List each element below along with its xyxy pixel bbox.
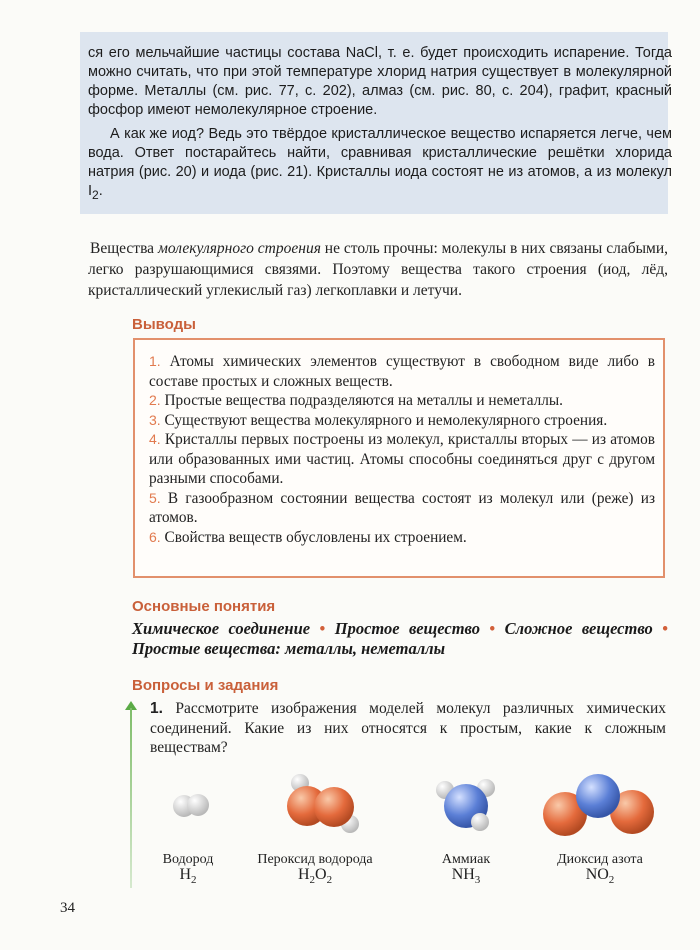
task-number: 1. <box>150 700 163 717</box>
formula-subscript: 2 <box>608 874 615 887</box>
page-number: 34 <box>60 900 75 916</box>
hydrogen-peroxide-model <box>270 770 370 840</box>
item-text: В газообразном состоянии вещества состоят из молекул или (реже) из атомов. <box>149 489 655 526</box>
item-text: Простые вещества подразделяются на металлы и неметаллы. <box>160 392 564 409</box>
formula-part: NO <box>585 866 609 883</box>
item-number: 3. <box>149 411 161 428</box>
formula-subscript: 2 <box>191 874 197 887</box>
iodine-subscript: 2 <box>92 187 99 202</box>
sidebar-text-2-end: . <box>98 183 103 199</box>
conclusion-item <box>149 411 655 431</box>
main-paragraph <box>88 238 668 301</box>
formula-part: H <box>297 866 310 883</box>
formula-subscript: 2 <box>309 874 315 887</box>
sidebar-text-1: ся его мельчайшие частицы состава NaCl, т. е. будет происходить испарение. Тогда можно считать, что при этой температуре хлорид натрия существует в молекулярной форме. Металлы (см. рис. 77, с. 202), алмаз (см. рис. 80, с. 204), графит, красный фосфор имеют немолекулярное строение. <box>88 45 672 118</box>
item-number: 1. <box>149 353 161 369</box>
molecule-label: Аммиак <box>441 852 491 867</box>
concepts-heading: Основные понятия <box>132 598 276 615</box>
formula-part: H <box>179 866 192 883</box>
formula-subscript: 2 <box>326 874 333 887</box>
concept-2: Простое вещество <box>334 619 480 638</box>
main-text-italic: молекулярного строения <box>157 240 321 257</box>
conclusions-heading: Выводы <box>132 316 196 333</box>
nitrogen-atom <box>576 774 620 818</box>
concept-separator: • <box>652 619 668 638</box>
conclusion-item <box>149 489 655 528</box>
questions-heading: Вопросы и задания <box>132 677 279 694</box>
conclusion-item <box>149 352 655 391</box>
concept-separator: • <box>310 619 335 638</box>
hydrogen-atom <box>187 794 209 816</box>
hydrogen-molecule-model <box>160 770 220 840</box>
sidebar-paragraph-1 <box>88 44 672 120</box>
sidebar-text-2: А как же иод? Ведь это твёрдое кристаллическое вещество испаряется легче, чем вода. Ответ постарайтесь найти, сравнивая кристаллические решётки хлорида натрия (рис. 20) и иода (рис. 21). Кристаллы иода состоят не из атомов, а из молекул I <box>88 126 672 199</box>
molecule-label: Пероксид водорода <box>257 852 373 867</box>
item-number: 4. <box>149 431 161 447</box>
molecule-formula <box>235 866 395 886</box>
molecule-formula <box>520 866 680 886</box>
item-number: 2. <box>149 392 161 408</box>
main-text-start: Вещества <box>90 240 158 257</box>
nitrogen-dioxide-model <box>540 770 660 845</box>
concept-4: Простые вещества: металлы, неметаллы <box>132 639 446 658</box>
concept-separator: • <box>479 619 505 638</box>
conclusions-list <box>135 340 663 547</box>
task-1 <box>150 699 666 758</box>
item-text: Атомы химических элементов существуют в свободном виде либо в составе простых и сложных веществ. <box>149 353 655 390</box>
formula-part: NH <box>451 866 475 883</box>
conclusions-box <box>133 338 665 578</box>
oxygen-atom <box>314 787 354 827</box>
item-number: 5. <box>149 489 161 506</box>
task-text: Рассмотрите изображения моделей молекул различных химических соединений. Какие из них относятся к простым, какие к сложным веществам? <box>150 700 666 756</box>
item-number: 6. <box>149 528 161 545</box>
hydrogen-atom <box>471 813 489 831</box>
concepts-text <box>132 619 668 659</box>
formula-part: O <box>315 866 327 883</box>
conclusion-item <box>149 528 655 548</box>
formula-subscript: 3 <box>474 874 481 887</box>
main-text-rest: не столь прочны: молекулы в них связаны слабыми, легко разрушающимися связями. Поэтому вещества такого строения (иод, лёд, кристаллический углекислый газ) легкоплавки и летучи. <box>88 240 668 299</box>
conclusion-item <box>149 391 655 411</box>
item-text: Существуют вещества молекулярного и немолекулярного строения. <box>160 411 608 429</box>
ammonia-model <box>428 770 508 840</box>
concept-3: Сложное вещество <box>504 619 653 638</box>
item-text: Кристаллы первых построены из молекул, кристаллы вторых — из атомов или образованных ими частиц. Атомы способны соединяться друг с другом разными способами. <box>149 431 655 487</box>
item-text: Свойства веществ обусловлены их строением. <box>160 528 467 546</box>
molecule-label: Диоксид азота <box>557 852 643 867</box>
concept-1: Химическое соединение <box>132 619 311 638</box>
sidebar-paragraph-2 <box>88 125 672 205</box>
molecule-label: Водород <box>162 852 214 867</box>
conclusion-item <box>149 430 655 489</box>
